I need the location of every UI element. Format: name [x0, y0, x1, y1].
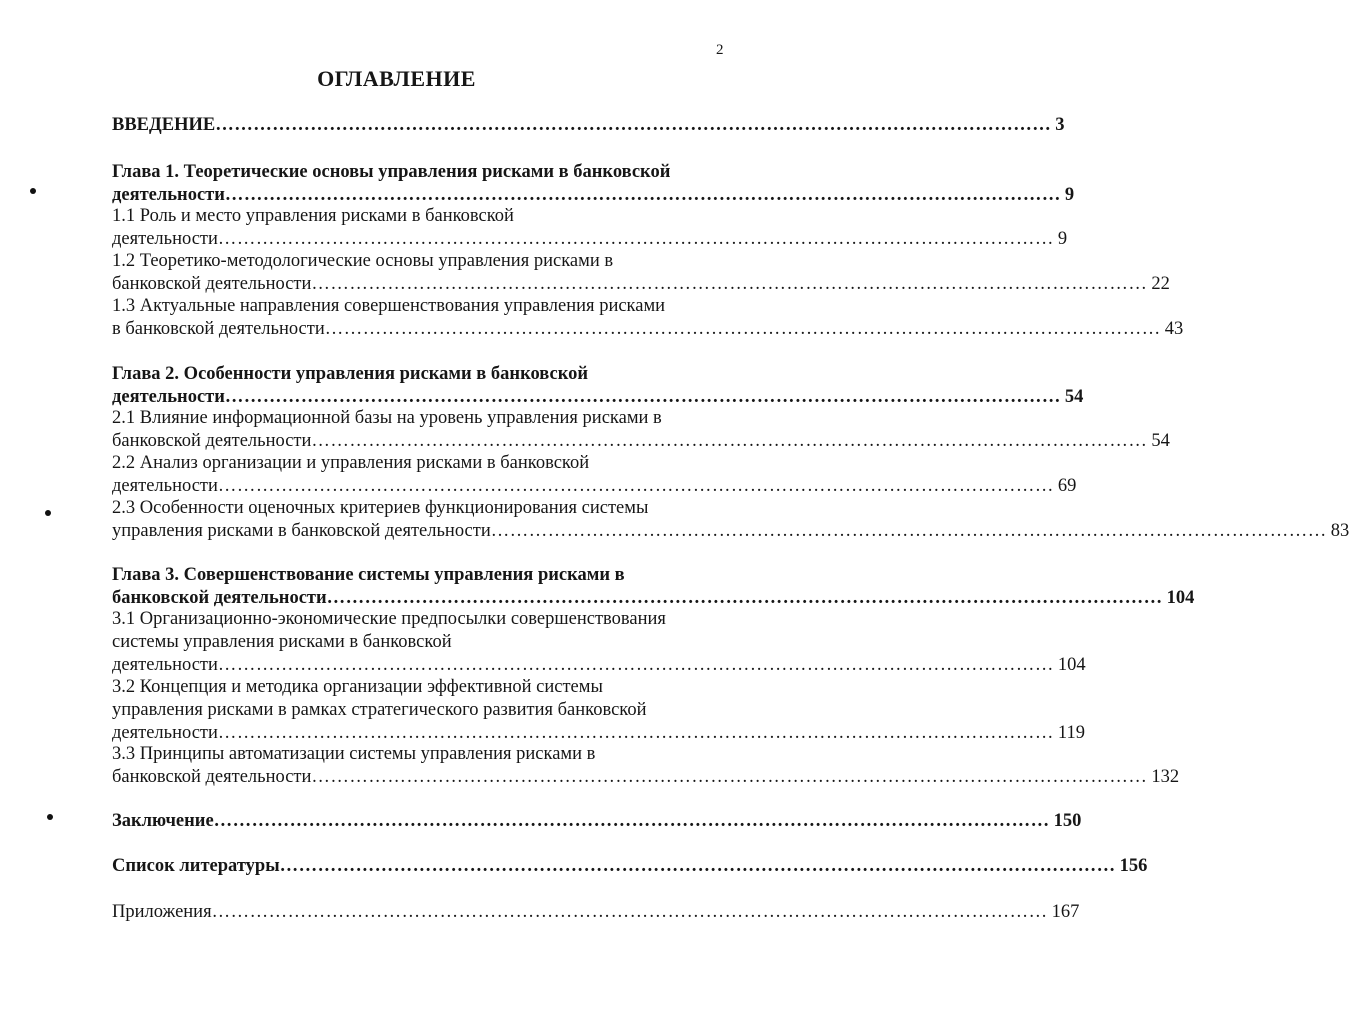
binding-hole-mark [47, 814, 53, 820]
toc-entry-title: 1.1 Роль и место управления рисками в банковской [112, 206, 514, 226]
dot-leader: …………………………………………………………………………………………………………………… [490, 520, 1327, 541]
toc-section-1-3 [112, 295, 1184, 341]
toc-section-2-1 [112, 407, 1170, 453]
toc-page-number: 156 [1119, 856, 1148, 876]
toc-section-3-1 [112, 608, 1086, 676]
toc-entry-title: ВВЕДЕНИЕ [112, 115, 216, 135]
dot-leader: …………………………………………………………………………………………………………………… [326, 587, 1163, 608]
binding-hole-mark [30, 188, 36, 194]
toc-page-number: 150 [1053, 811, 1082, 831]
dot-leader: …………………………………………………………………………………………………………………… [213, 811, 1050, 831]
dot-leader: …………………………………………………………………………………………………………………… [311, 430, 1148, 451]
toc-entry-title: 1.3 Актуальные направления совершенствования управления рисками [112, 296, 666, 316]
toc-page-number: 83 [1330, 520, 1349, 541]
page-title: ОГЛАВЛЕНИЕ [317, 66, 476, 91]
toc-entry-title-cont: деятельности [112, 386, 225, 407]
toc-entry-title-cont: деятельности [112, 228, 218, 249]
binding-hole-mark [45, 510, 51, 516]
toc-page-number: 167 [1051, 902, 1080, 922]
dot-leader: …………………………………………………………………………………………………………………… [215, 115, 1052, 135]
dot-leader: …………………………………………………………………………………………………………………… [224, 184, 1061, 205]
dot-leader: …………………………………………………………………………………………………………………… [217, 722, 1054, 743]
toc-conclusion [112, 810, 1082, 833]
toc-entry-title-cont: управления рисками в банковской деятельности [112, 520, 491, 541]
toc-entry-title: 2.1 Влияние информационной базы на уровень управления рисками в [112, 408, 662, 428]
toc-entry-title-cont: системы управления рисками в банковской [112, 631, 452, 652]
dot-leader: …………………………………………………………………………………………………………………… [217, 654, 1054, 675]
toc-page-number: 104 [1057, 654, 1086, 675]
toc-page-number: 9 [1057, 228, 1068, 249]
dot-leader: …………………………………………………………………………………………………………………… [324, 318, 1161, 339]
toc-page-number: 3 [1055, 115, 1065, 135]
toc-entry-title: Список литературы [112, 856, 280, 876]
toc-page-number: 22 [1151, 273, 1170, 294]
toc-page-number: 119 [1057, 722, 1085, 743]
toc-section-1-1 [112, 205, 1068, 251]
toc-entry-title-cont: банковской деятельности [112, 587, 327, 608]
toc-entry-title: Приложения [112, 902, 212, 922]
toc-entry-title: Заключение [112, 811, 214, 831]
toc-entry-title: Глава 1. Теоретические основы управления рисками в банковской [112, 162, 671, 182]
toc-entry-title-cont: в банковской деятельности [112, 318, 325, 339]
toc-page-number: 132 [1151, 766, 1180, 787]
toc-entry-title-cont: деятельности [112, 722, 218, 743]
toc-entry-title: 3.3 Принципы автоматизации системы управления рисками в [112, 744, 596, 764]
toc-section-3-2 [112, 676, 1085, 744]
toc-chapter-2 [112, 363, 1084, 409]
toc-page-number: 54 [1064, 386, 1084, 407]
toc-appendices [112, 901, 1080, 924]
toc-page-number: 69 [1057, 475, 1077, 496]
page-number: 2 [716, 42, 724, 58]
dot-leader: …………………………………………………………………………………………………………………… [217, 475, 1054, 496]
toc-introduction [112, 114, 1065, 137]
toc-entry-title-cont: деятельности [112, 475, 218, 496]
toc-section-3-3 [112, 743, 1180, 789]
dot-leader: …………………………………………………………………………………………………………………… [311, 766, 1148, 787]
toc-entry-title-cont: деятельности [112, 654, 218, 675]
dot-leader: …………………………………………………………………………………………………………………… [217, 228, 1054, 249]
toc-entry-title-cont: деятельности [112, 184, 225, 205]
toc-entry-title: Глава 3. Совершенствование системы управления рисками в [112, 565, 625, 585]
toc-page-number: 43 [1164, 318, 1184, 339]
toc-entry-title: 3.2 Концепция и методика организации эффективной системы [112, 677, 603, 697]
dot-leader: …………………………………………………………………………………………………………………… [311, 273, 1148, 294]
dot-leader: …………………………………………………………………………………………………………………… [279, 856, 1116, 876]
toc-page-number: 104 [1166, 587, 1195, 608]
toc-entry-title-cont: банковской деятельности [112, 430, 312, 451]
dot-leader: …………………………………………………………………………………………………………………… [224, 386, 1061, 407]
dot-leader: …………………………………………………………………………………………………………………… [211, 902, 1048, 922]
toc-entry-title: 3.1 Организационно-экономические предпосылки совершенствования [112, 609, 666, 629]
toc-entry-title: 2.3 Особенности оценочных критериев функционирования системы [112, 498, 649, 518]
toc-bibliography [112, 855, 1148, 878]
toc-page-number: 54 [1151, 430, 1170, 451]
toc-entry-title-cont: банковской деятельности [112, 766, 312, 787]
toc-entry-title: Глава 2. Особенности управления рисками в банковской [112, 364, 589, 384]
toc-entry-title-cont: банковской деятельности [112, 273, 312, 294]
toc-section-2-2 [112, 452, 1077, 498]
toc-page-number: 9 [1064, 184, 1075, 205]
toc-entry-title-cont: управления рисками в рамках стратегического развития банковской [112, 699, 647, 720]
toc-section-2-3 [112, 497, 1349, 543]
toc-entry-title: 1.2 Теоретико-методологические основы управления рисками в [112, 251, 614, 271]
toc-chapter-3 [112, 564, 1195, 610]
toc-entry-title: 2.2 Анализ организации и управления рисками в банковской [112, 453, 590, 473]
toc-chapter-1 [112, 161, 1075, 207]
toc-section-1-2 [112, 250, 1170, 296]
